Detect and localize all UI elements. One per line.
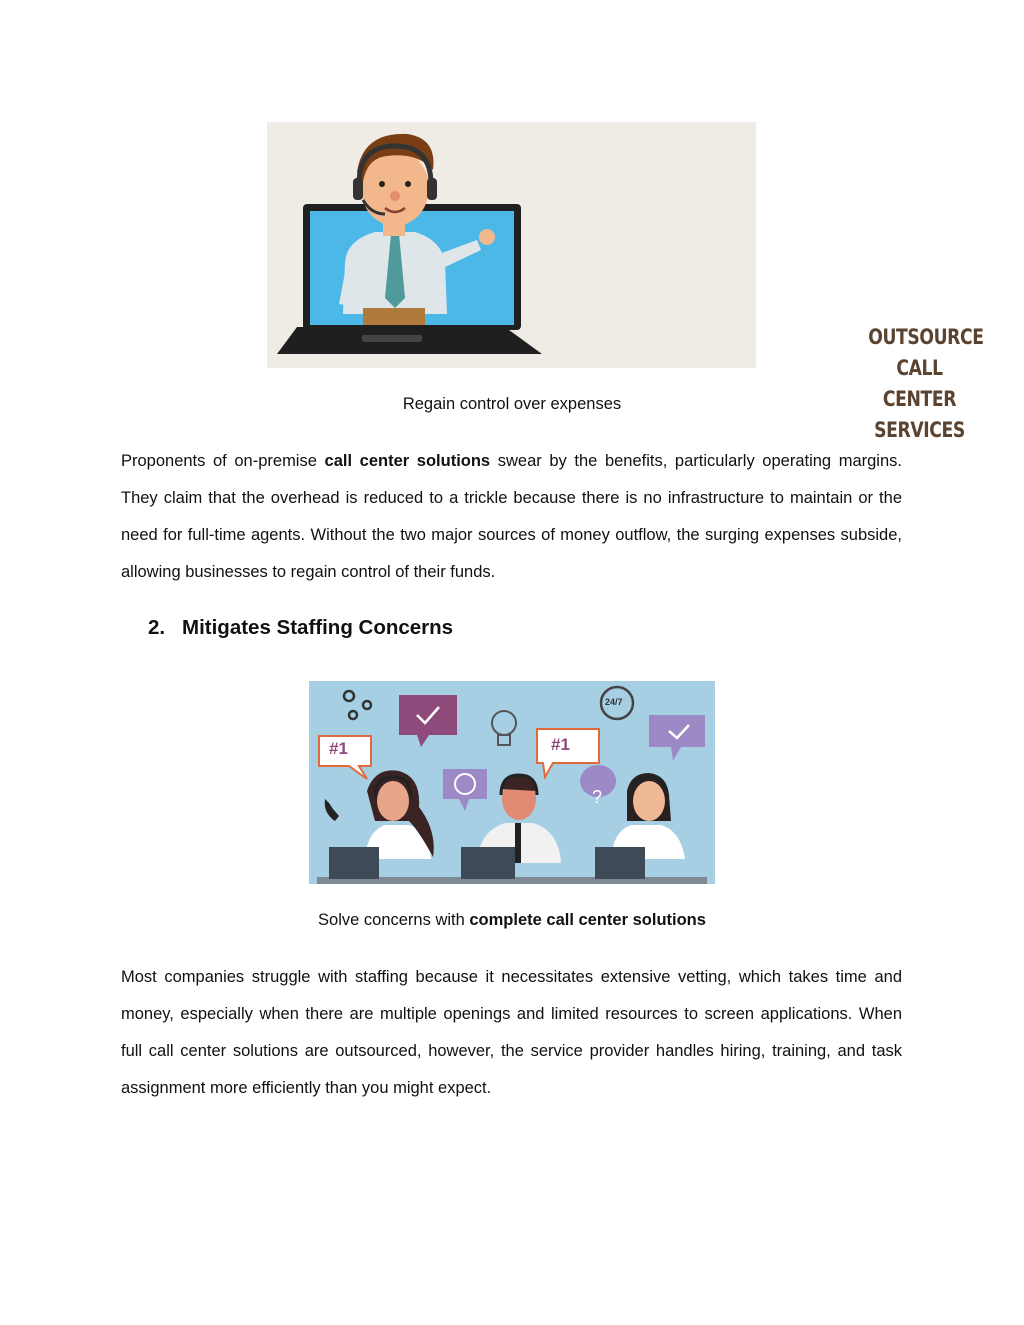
gears-icon — [344, 691, 371, 719]
smiley-bubble-icon — [443, 769, 487, 811]
staffing-illustration-image — [309, 681, 715, 884]
complete-call-center-solutions-bold: complete call center solutions — [469, 911, 706, 929]
banner-line: CALL CENTER — [882, 356, 957, 411]
check-bubble-icon — [399, 695, 457, 747]
paragraph-1 — [121, 443, 902, 591]
banner-line: SERVICES — [874, 418, 965, 442]
heading-number: 2. — [148, 616, 166, 639]
section-heading-2 — [148, 616, 453, 640]
paragraph-1-text-b: swear by the benefits, particularly operating margins. They claim that the overhead is reduced to a trickle because there is no infrastructure to maintain or the need for full-time agents. Without the two major sources of money outflow, the surging expenses subside, allowing businesses to regain control of their funds. — [121, 452, 902, 581]
call-center-solutions-bold: call center solutions — [324, 452, 491, 470]
figure-caption-2 — [0, 911, 1024, 930]
lightbulb-icon — [492, 711, 516, 745]
banner-line: OUTSOURCE — [868, 325, 984, 349]
badge-number-one: #1 — [329, 739, 348, 758]
paragraph-2: Most companies struggle with staffing because it necessitates extensive vetting, which takes time and money, especially when there are multiple openings and limited resources to screen applications. When full call center solutions are outsourced, however, the service provider handles hiring, training, and task assignment more efficiently than you might expect. — [121, 968, 902, 1097]
check-bubble-icon — [649, 715, 705, 761]
agents-illustration — [309, 681, 715, 884]
paragraph-1-text-a: Proponents of on-premise — [121, 452, 325, 470]
heading-text: Mitigates Staffing Concerns — [182, 616, 454, 639]
figure-caption-1: Regain control over expenses — [402, 395, 622, 413]
banner-title — [868, 322, 984, 446]
caption-2-text: Solve concerns with — [318, 911, 470, 929]
agent-illustration — [267, 122, 756, 368]
question-mark: ? — [592, 787, 603, 807]
clock-label: 24/7 — [605, 697, 623, 707]
badge-number-one: #1 — [551, 735, 570, 754]
phone-icon — [325, 799, 339, 821]
